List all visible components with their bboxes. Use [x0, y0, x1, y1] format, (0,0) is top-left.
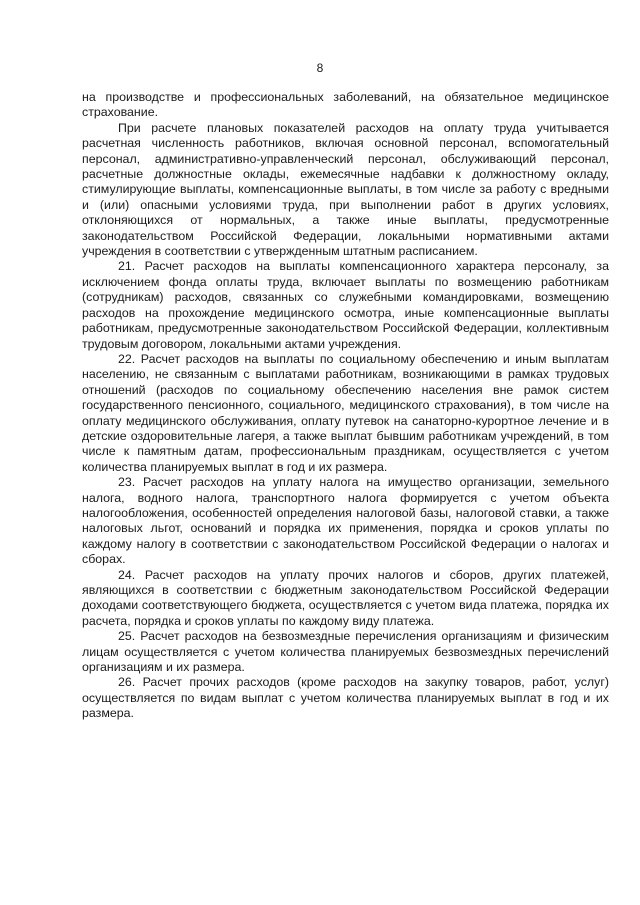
paragraph-continuation: на производстве и профессиональных заболеваний, на обязательное медицинское страхование. [82, 90, 609, 120]
paragraph-item-26: 26. Расчет прочих расходов (кроме расходов на закупку товаров, работ, услуг) осуществляется по видам выплат с учетом количества планируемых выплат в год и их размера. [82, 675, 609, 721]
paragraph-item-22: 22. Расчет расходов на выплаты по социальному обеспечению и иным выплатам населению, не связанным с выплатами работникам, возникающими в рамках трудовых отношений (расходов по социальному обеспечению населения вне рамок систем государственного пенсионного, социального, медицинского страхования), в том числе на оплату медицинского обслуживания, оплату путевок на санаторно-курортное лечение и в детские оздоровительные лагеря, а также выплат бывшим работникам учреждений, в том числе к памятным датам, профессиональным праздникам, осуществляется с учетом количества планируемых выплат в год и их размера. [82, 351, 609, 474]
paragraph-item-25: 25. Расчет расходов на безвозмездные перечисления организациям и физическим лицам осуществляется с учетом количества планируемых безвозмездных перечислений организациям и их размера. [82, 629, 609, 675]
paragraph-labor-costs: При расчете плановых показателей расходов на оплату труда учитывается расчетная численность работников, включая основной персонал, вспомогательный персонал, административно-управленческий персонал, обслуживающий персонал, расчетные должностные оклады, ежемесячные надбавки к должностному окладу, стимулирующие выплаты, компенсационные выплаты, в том числе за работу с вредными и (или) опасными условиями труда, при выполнении работ в других условиях, отклоняющихся от нормальных, а также иные выплаты, предусмотренные законодательством Российской Федерации, локальными нормативными актами учреждения в соответствии с утвержденным штатным расписанием. [82, 120, 609, 259]
document-body [82, 90, 609, 722]
paragraph-item-24: 24. Расчет расходов на уплату прочих налогов и сборов, других платежей, являющихся в соответствии с бюджетным законодательством Российской Федерации доходами соответствующего бюджета, осуществляется с учетом вида платежа, порядка их расчета, порядка и сроков уплаты по каждому виду платежа. [82, 567, 609, 628]
page-number: 8 [316, 61, 324, 75]
paragraph-item-21: 21. Расчет расходов на выплаты компенсационного характера персоналу, за исключением фонда оплаты труда, включает выплаты по возмещению работникам (сотрудникам) расходов, связанных со служебными командировками, возмещению расходов на прохождение медицинского осмотра, иные компенсационные выплаты работникам, предусмотренные законодательством Российской Федерации, коллективным трудовым договором, локальными актами учреждения. [82, 259, 609, 351]
paragraph-item-23: 23. Расчет расходов на уплату налога на имущество организации, земельного налога, водного налога, транспортного налога формируется с учетом объекта налогообложения, особенностей определения налоговой базы, налоговой ставки, а также налоговых льгот, оснований и порядка их применения, порядка и сроков уплаты по каждому налогу в соответствии с законодательством Российской Федерации о налогах и сборах. [82, 475, 609, 567]
